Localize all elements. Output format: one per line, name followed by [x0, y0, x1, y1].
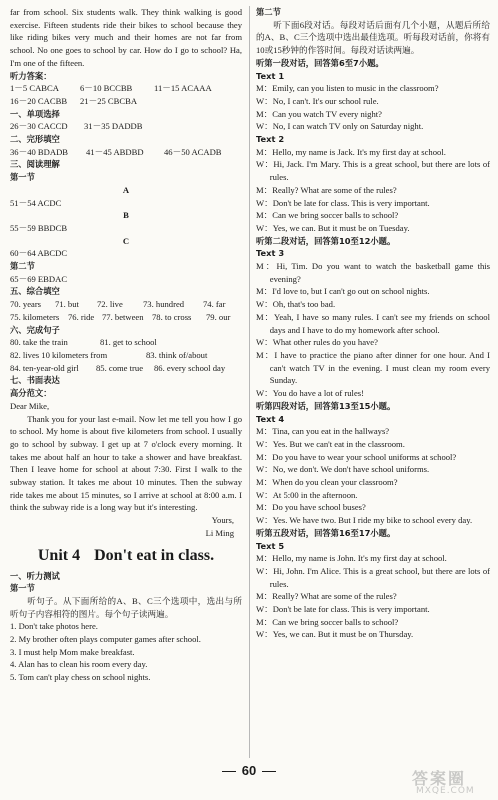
answer-row: 1－5 CABCA 6－10 BCCBB 11－15 ACAAA	[10, 83, 212, 94]
column-divider	[249, 6, 250, 758]
answer-row: 75. kilometers 76. ride 77. between 78. to cross 79. our	[10, 311, 231, 322]
unit-title	[10, 546, 242, 566]
dialogue-heading: 听第一段对话，回答第6至7小题。	[256, 57, 384, 68]
section-heading-complete-sentences: 六、完成句子	[10, 324, 60, 335]
listening-sentence: 2. My brother often plays computer games after school.	[10, 634, 201, 645]
dialogue-line: W：No, we don't. We don't have school uniforms.	[256, 464, 430, 475]
section-heading-listening-test: 一、听力测试	[10, 570, 60, 581]
section-heading-writing: 七、书面表达	[10, 375, 60, 386]
dialogue-line: W：No, I can't. It's our school rule.	[256, 95, 379, 106]
dialogue-line: M：Can we bring soccer balls to school?	[256, 210, 399, 221]
text-label: Text 4	[256, 413, 285, 424]
dialogue-line: M：Hello, my name is John. It's my first day at school.	[256, 553, 447, 564]
dialogue-line: M：When do you clean your classroom?	[256, 477, 398, 488]
dialogue-line: W：What other rules do you have?	[256, 337, 378, 348]
dialogue-line: W：Don't be late for class. This is very important.	[256, 197, 430, 208]
dialogue-line: W：Yes, we can. But it must be on Thursday.	[256, 629, 414, 640]
text-label: Text 3	[256, 248, 285, 259]
watermark-logo: 答案圈 MXQE.COM	[412, 769, 475, 796]
dialogue-line: W：No, I can watch TV only on Saturday night.	[256, 121, 424, 132]
reading-label-a: A	[122, 184, 130, 195]
dialogue-line: M：Can you watch TV every night?	[256, 108, 382, 119]
letter-signature: Li Ming	[205, 527, 234, 538]
dialogue-line: M：Really? What are some of the rules?	[256, 591, 397, 602]
letter-closing: Yours,	[211, 515, 234, 526]
dialogue-line: W：Yes, we can. But it must be on Tuesday.	[256, 222, 410, 233]
dialogue-line: M：Yeah, I have so many rules. I can't see my friends on school days and I have to do my homework after school.	[256, 311, 490, 335]
dialogue-line: W：Hi, Jack. I'm Mary. This is a great school, but there are lots of rules.	[256, 159, 490, 183]
dialogue-line: M：Emily, can you listen to music in the classroom?	[256, 83, 439, 94]
dialogue-instruction: 听下面6段对话。每段对话后面有几个小题，从题后所给的A、B、C三个选项中选出最佳选项。听每段对话前，你将有10或15秒钟的作答时间。每段对话读两遍。	[256, 19, 490, 56]
text-label: Text 2	[256, 134, 285, 145]
dialogue-line: M：Do you have to wear your school uniforms at school?	[256, 451, 457, 462]
page-number: 60	[0, 763, 498, 778]
dialogue-line: M：Hi, Tim. Do you want to watch the basketball game this evening?	[256, 261, 490, 284]
dialogue-line: W：Oh, that's too bad.	[256, 299, 336, 310]
section-heading-cloze: 二、完形填空	[10, 134, 60, 145]
dialogue-line: W：Yes. But we can't eat in the classroom.	[256, 438, 405, 449]
listening-sentence: 3. I must help Mom make breakfast.	[10, 646, 135, 657]
reading-answer-b: 55－59 BBDCB	[10, 222, 68, 233]
listening-sentence: 1. Don't take photos here.	[10, 621, 98, 632]
dialogue-line: W：At 5:00 in the afternoon.	[256, 489, 358, 500]
dialogue-line: M：Can we bring soccer balls to school?	[256, 616, 399, 627]
section-heading-single-choice: 一、单项选择	[10, 108, 60, 119]
letter-greeting: Dear Mike,	[10, 400, 50, 411]
unit-number: Unit 4	[37, 546, 81, 564]
dialogue-heading: 听第四段对话，回答第13至15小题。	[256, 400, 396, 411]
section-heading-fill-in: 五、综合填空	[10, 286, 60, 297]
part-heading: 第一节	[10, 172, 35, 183]
reading-label-b: B	[123, 210, 129, 221]
dialogue-line: W：Yes. We have two. But I ride my bike to school every day.	[256, 515, 473, 526]
listening-instruction: 听句子。从下面所给的A、B、C三个选项中，选出与所听句子内容相符的图片。每个句子读两遍。	[10, 595, 242, 619]
text-label: Text 1	[256, 70, 285, 81]
right-column	[256, 6, 490, 641]
dialogue-line: M：I have to practice the piano after dinner for one hour. And I can't watch TV in the evening. I must clean my room every Sunday.	[256, 349, 490, 386]
page-number-dash	[222, 771, 236, 772]
reading-answer-a: 51－54 ACDC	[10, 197, 62, 208]
unit-heading: Don't eat in class.	[94, 546, 215, 564]
answer-row: 70. years 71. but 72. live 73. hundred 74. far	[10, 299, 226, 310]
dialogue-line: W：You do have a lot of rules!	[256, 388, 364, 399]
dialogue-line: M：Tina, can you eat in the hallways?	[256, 426, 390, 437]
listening-sentence: 4. Alan has to clean his room every day.	[10, 659, 148, 670]
dialogue-line: M：Really? What are some of the rules?	[256, 184, 397, 195]
part-heading: 第二节	[10, 261, 35, 272]
section-heading-reading: 三、阅读理解	[10, 159, 60, 170]
dialogue-line: M：I'd love to, but I can't go out on school nights.	[256, 286, 430, 297]
listening-sentence: 5. Tom can't play chess on school nights.	[10, 672, 151, 683]
answer-row: 84. ten-year-old girl 85. come true 86. every school day	[10, 362, 226, 373]
reading-answer-part2: 65－69 EBDAC	[10, 273, 68, 284]
dialogue-line: M：Hello, my name is Jack. It's my first day at school.	[256, 146, 446, 157]
dialogue-list	[256, 57, 490, 641]
reading-label-c: C	[122, 235, 130, 246]
answer-row: 16－20 CACBB 21－25 CBCBA	[10, 95, 138, 106]
letter-body: Thank you for your last e-mail. Now let me tell you how I go to school. My home is about five kilometers from school. I usually go to school by subway. I get up at 7 o'clock every morning. It takes me about half an hour to take a shower and have breakfast. Then I leave home for school at about 7:30. First I walk to the subway station. It takes me about 10 minutes. Then the subway ride takes me about 15 minutes, so I arrive at school at 8:00 a.m. I think the subway ride is a long way but it's interesting.	[10, 413, 242, 513]
page-number-dash	[262, 771, 276, 772]
model-essay-heading: 高分范文：	[10, 388, 52, 399]
answer-row: 26－30 CACCD 31－35 DADDB	[10, 121, 143, 132]
part-heading: 第二节	[256, 7, 281, 17]
intro-paragraph: far from school. Six students walk. They think walking is good exercise. Fifteen students ride their bikes to school because they like riding bikes very much and their homes are not far from school. No one goes to school by car. How do I go to school? Ha, I'm one of the fifteen.	[10, 7, 242, 68]
reading-answer-c: 60－64 ABCDC	[10, 248, 68, 259]
dialogue-line: W：Don't be late for class. This is very important.	[256, 604, 430, 615]
listening-answers-heading: 听力答案：	[10, 70, 52, 81]
answer-row: 80. take the train 81. get to school	[10, 337, 157, 348]
dialogue-line: M：Do you have school buses?	[256, 502, 366, 513]
text-label: Text 5	[256, 540, 285, 551]
left-column	[10, 6, 242, 684]
answer-row: 36－40 BDADB 41－45 ABDBD 46－50 ACADB	[10, 146, 222, 157]
dialogue-line: W：Hi, John. I'm Alice. This is a great school, but there are lots of rules.	[256, 565, 490, 589]
answer-row: 82. lives 10 kilometers from 83. think of/about	[10, 349, 208, 360]
dialogue-heading: 听第五段对话，回答第16至17小题。	[256, 527, 396, 538]
part-heading: 第一节	[10, 583, 35, 594]
dialogue-heading: 听第二段对话，回答第10至12小题。	[256, 235, 396, 246]
